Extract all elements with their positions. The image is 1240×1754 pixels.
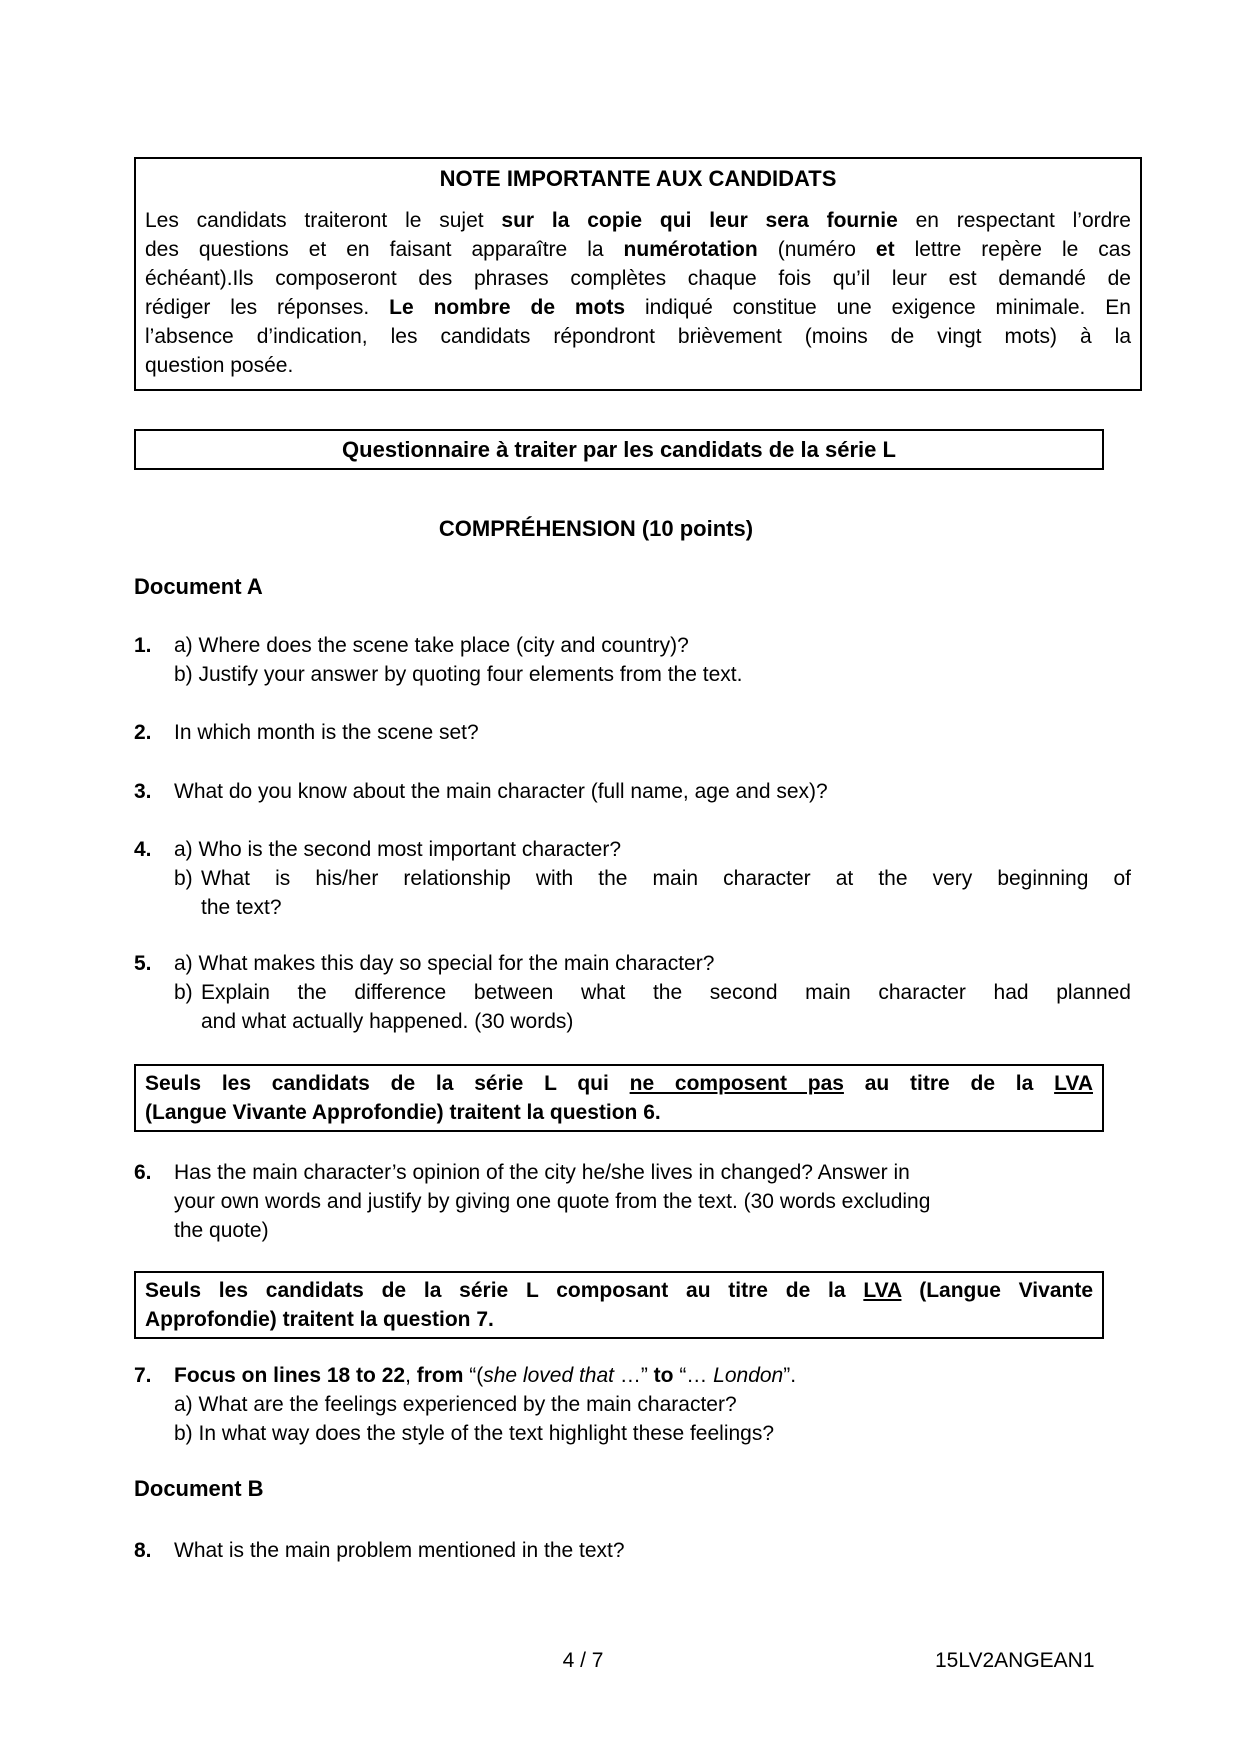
lva-box-line: Seuls les candidats de la série L composant au titre de la LVA (Langue Vivante bbox=[145, 1279, 1093, 1302]
note-line: Les candidats traiteront le sujet sur la copie qui leur sera fournie en respectant l’ordre bbox=[145, 209, 1131, 232]
question-line: b) In what way does the style of the text highlight these feelings? bbox=[174, 1422, 775, 1445]
question-number: 5. bbox=[134, 952, 152, 975]
question-3 bbox=[134, 777, 1131, 806]
question-line: What do you know about the main character (full name, age and sex)? bbox=[174, 780, 828, 803]
note-title: NOTE IMPORTANTE AUX CANDIDATS bbox=[439, 166, 837, 191]
question-line: the quote) bbox=[174, 1219, 269, 1242]
question-body bbox=[174, 949, 1131, 1036]
note-line: l’absence d’indication, les candidats répondront brièvement (moins de vingt mots) à la bbox=[145, 325, 1131, 348]
question-line: a) What are the feelings experienced by the main character? bbox=[174, 1393, 737, 1416]
question-line: Explain the difference between what the second main character had planned bbox=[201, 981, 1131, 1004]
question-number: 4. bbox=[134, 838, 152, 861]
question-7 bbox=[134, 1361, 1131, 1448]
lva-restriction-box-2 bbox=[134, 1271, 1104, 1339]
question-number: 7. bbox=[134, 1364, 152, 1387]
note-line: des questions et en faisant apparaître la numérotation (numéro et lettre repère le cas bbox=[145, 238, 1131, 261]
note-line: rédiger les réponses. Le nombre de mots indiqué constitue une exigence minimale. En bbox=[145, 296, 1131, 319]
question-5 bbox=[134, 949, 1131, 1036]
question-body bbox=[174, 718, 1131, 747]
question-8 bbox=[134, 1536, 1131, 1565]
question-subitem bbox=[174, 978, 1131, 1036]
note-line: question posée. bbox=[145, 354, 294, 377]
question-line: b) Justify your answer by quoting four elements from the text. bbox=[174, 663, 743, 686]
note-box bbox=[134, 157, 1142, 391]
note-paragraph bbox=[145, 206, 1131, 380]
question-line: your own words and justify by giving one quote from the text. (30 words excluding bbox=[174, 1190, 931, 1213]
question-number: 1. bbox=[134, 634, 152, 657]
question-line: Focus on lines 18 to 22, from “(she loved that …” to “… London”. bbox=[174, 1364, 797, 1387]
subitem-body bbox=[201, 978, 1131, 1036]
question-body bbox=[174, 1158, 1131, 1245]
comprehension-heading: COMPRÉHENSION (10 points) bbox=[438, 516, 754, 541]
lva-restriction-box-1 bbox=[134, 1064, 1104, 1132]
question-number: 8. bbox=[134, 1539, 152, 1562]
question-body bbox=[174, 1361, 1131, 1448]
question-line: In which month is the scene set? bbox=[174, 721, 479, 744]
question-4 bbox=[134, 835, 1131, 922]
lva-box-line: Approfondie) traitent la question 7. bbox=[145, 1308, 494, 1331]
question-number: 3. bbox=[134, 780, 152, 803]
question-line: What is his/her relationship with the main character at the very beginning of bbox=[201, 867, 1131, 890]
question-line: What is the main problem mentioned in the text? bbox=[174, 1539, 625, 1562]
exam-reference-code: 15LV2ANGEAN1 bbox=[935, 1649, 1095, 1672]
question-line: a) What makes this day so special for the main character? bbox=[174, 952, 715, 975]
question-line: the text? bbox=[201, 896, 282, 919]
document-a-heading: Document A bbox=[134, 574, 263, 599]
question-body bbox=[174, 777, 1131, 806]
question-body bbox=[174, 631, 1131, 689]
note-line: échéant).Ils composeront des phrases complètes chaque fois qu’il leur est demandé de bbox=[145, 267, 1131, 290]
question-line: Has the main character’s opinion of the city he/she lives in changed? Answer in bbox=[174, 1161, 910, 1184]
lva-box-line: (Langue Vivante Approfondie) traitent la question 6. bbox=[145, 1101, 661, 1124]
question-subitem bbox=[174, 864, 1131, 922]
page-number: 4 / 7 bbox=[562, 1649, 604, 1672]
question-body bbox=[174, 835, 1131, 922]
question-number: 2. bbox=[134, 721, 152, 744]
question-1 bbox=[134, 631, 1131, 689]
question-line: a) Where does the scene take place (city and country)? bbox=[174, 634, 689, 657]
subitem-label: b) bbox=[174, 867, 193, 890]
question-line: and what actually happened. (30 words) bbox=[201, 1010, 574, 1033]
document-b-heading: Document B bbox=[134, 1476, 264, 1501]
subitem-label: b) bbox=[174, 981, 193, 1004]
series-banner-box bbox=[134, 429, 1104, 470]
question-line: a) Who is the second most important character? bbox=[174, 838, 622, 861]
question-2 bbox=[134, 718, 1131, 747]
subitem-body bbox=[201, 864, 1131, 922]
question-number: 6. bbox=[134, 1161, 152, 1184]
lva-box-line: Seuls les candidats de la série L qui ne composent pas au titre de la LVA bbox=[145, 1072, 1093, 1095]
question-6 bbox=[134, 1158, 1131, 1245]
series-banner-title: Questionnaire à traiter par les candidats de la série L bbox=[342, 437, 896, 462]
question-body bbox=[174, 1536, 1131, 1565]
